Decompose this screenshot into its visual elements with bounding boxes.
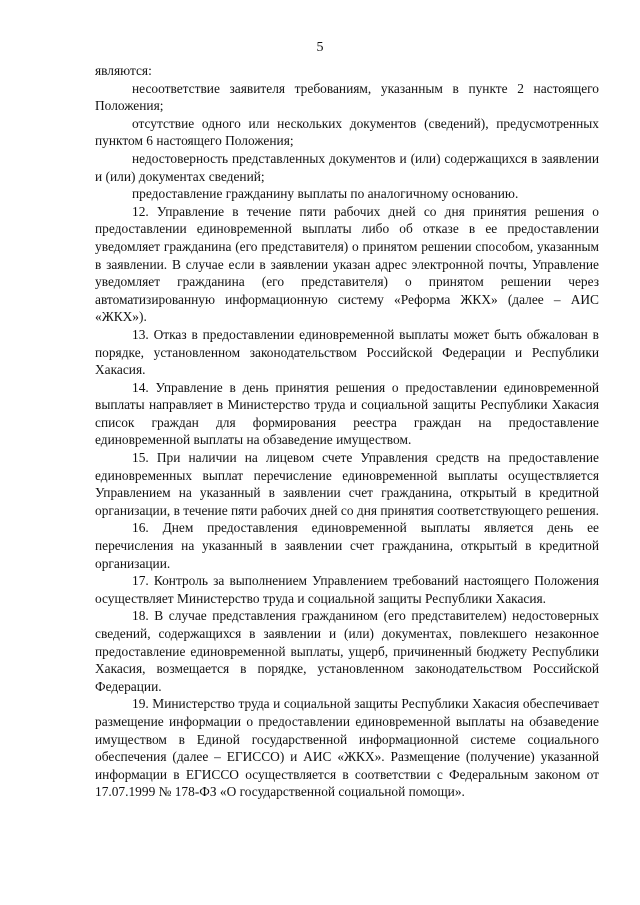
page-number: 5 [316,40,324,55]
document-body [95,62,599,801]
paragraph-reason-duplicate-payment: предоставление гражданину выплаты по аналогичному основанию. [132,186,519,202]
paragraph-item-18: 18. В случае представления гражданином (его представителем) недостоверных сведений, содержащихся в заявлении и (или) документах, повлекшего незаконное предоставление единовременной выплаты, ущерб, причиненный бюджету Республики Хакасия, возмещается в порядке, установленном законодательством Российской Федерации. [95,608,599,694]
paragraph-item-13: 13. Отказ в предоставлении единовременной выплаты может быть обжалован в порядке, установленном законодательством Российской Федерации и Республики Хакасия. [95,326,599,378]
paragraph-continuation: являются: [95,63,152,78]
paragraph-item-12: 12. Управление в течение пяти рабочих дней со дня принятия решения о предоставлении единовременной выплаты либо об отказе в ее предоставлении уведомляет гражданина (его представителя) о принятом решении способом, указанным в заявлении. В случае если в заявлении указан адрес электронной почты, Управление уведомляет гражданина (его представителя) о принятом решении через автоматизированную информационную систему «Реформа ЖКХ» (далее – АИС «ЖКХ»). [95,203,599,325]
paragraph-item-15: 15. При наличии на лицевом счете Управления средств на предоставление единовременных выплат перечисление единовременной выплаты осуществляется Управлением на указанный в заявлении счет гражданина, открытый в кредитной организации, в течение пяти рабочих дней со дня принятия соответствующего решения. [95,450,599,518]
paragraph-item-14: 14. Управление в день принятия решения о предоставлении единовременной выплаты направляет в Министерство труда и социальной защиты Республики Хакасия список граждан для формирования реестра граждан на предоставление единовременной выплаты на обзаведение имуществом. [95,379,599,448]
paragraph-item-16: 16. Днем предоставления единовременной выплаты является день ее перечисления на указанный в заявлении счет гражданина, открытый в кредитной организации. [95,520,599,571]
paragraph-item-19: 19. Министерство труда и социальной защиты Республики Хакасия обеспечивает размещение информации о предоставлении единовременной выплаты на обзаведение имуществом в Единой государственной информационной системе социального обеспечения (далее – ЕГИССО) и АИС «ЖКХ». Размещение (получение) указанной информации в ЕГИССО осуществляется в соответствии с Федеральным законом от 17.07.1999 № 178-ФЗ «О государственной социальной помощи». [95,696,599,800]
paragraph-item-17: 17. Контроль за выполнением Управлением требований настоящего Положения осуществляет Министерство труда и социальной защиты Республики Хакасия. [95,573,599,606]
paragraph-reason-nonconformity: несоответствие заявителя требованиям, указанным в пункте 2 настоящего Положения; [95,80,599,114]
paragraph-reason-false-information: недостоверность представленных документов и (или) содержащихся в заявлении и (или) документах сведений; [95,150,599,184]
paragraph-reason-missing-documents: отсутствие одного или нескольких документов (сведений), предусмотренных пунктом 6 настоящего Положения; [95,115,599,149]
